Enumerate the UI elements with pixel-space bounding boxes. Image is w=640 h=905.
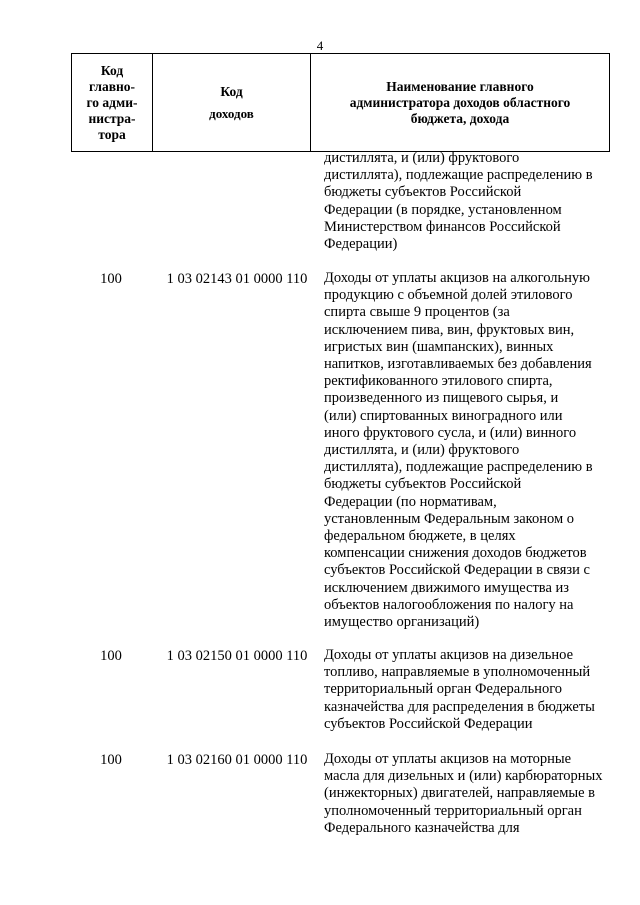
- income-description: дистиллята, и (или) фруктового дистиллята), подлежащие распределению в бюджеты субъектов Российской Федерации (в порядке, установленном Министерством финансов Российской Федерации): [324, 150, 593, 253]
- income-code: 1 03 02150 01 0000 110: [166, 648, 308, 664]
- income-description: Доходы от уплаты акцизов на моторные масла для дизельных и (или) карбюраторных (инжекторных) двигателей, направляемые в уполномоченный территориальный орган Федерального казначейства для: [324, 751, 603, 836]
- income-code: 1 03 02143 01 0000 110: [166, 271, 308, 287]
- income-code: 1 03 02160 01 0000 110: [166, 752, 308, 768]
- admin-code: 100: [100, 648, 122, 664]
- header-admin-code-label: Код главно- го адми- нистра- тора: [86, 62, 138, 142]
- income-description: Доходы от уплаты акцизов на алкогольную продукцию с объемной долей этилового спирта свыше 9 процентов (за исключением пива, вин, фруктовых вин, игристых вин (шампанских), винных напитков, изготавливаемых без добавления ректификованного этилового спирта, произведенного из пищевого сырья, и (или) спиртованных виноградного или иного фруктового сусла, и (или) винного дистиллята, и (или) фруктового дистиллята), подлежащие распределению в бюджеты субъектов Российской Федерации (по нормативам, установленным Федеральным законом о федеральном бюджете, в целях компенсации снижения доходов бюджетов субъектов Российской Федерации в связи с исключением движимого имущества из объектов налогообложения по налогу на имущество организаций): [324, 270, 593, 631]
- header-income-code-sub: доходов: [209, 105, 254, 121]
- header-income-code-label: Код: [220, 83, 243, 99]
- admin-code: 100: [100, 752, 122, 768]
- page-number: 4: [316, 38, 324, 53]
- header-name-label: Наименование главного администратора доходов областного бюджета, дохода: [349, 78, 571, 126]
- income-description: Доходы от уплаты акцизов на дизельное топливо, направляемые в уполномоченный территориальный орган Федерального казначейства для распределения в бюджеты субъектов Российской Федерации: [324, 647, 595, 732]
- admin-code: 100: [100, 271, 122, 287]
